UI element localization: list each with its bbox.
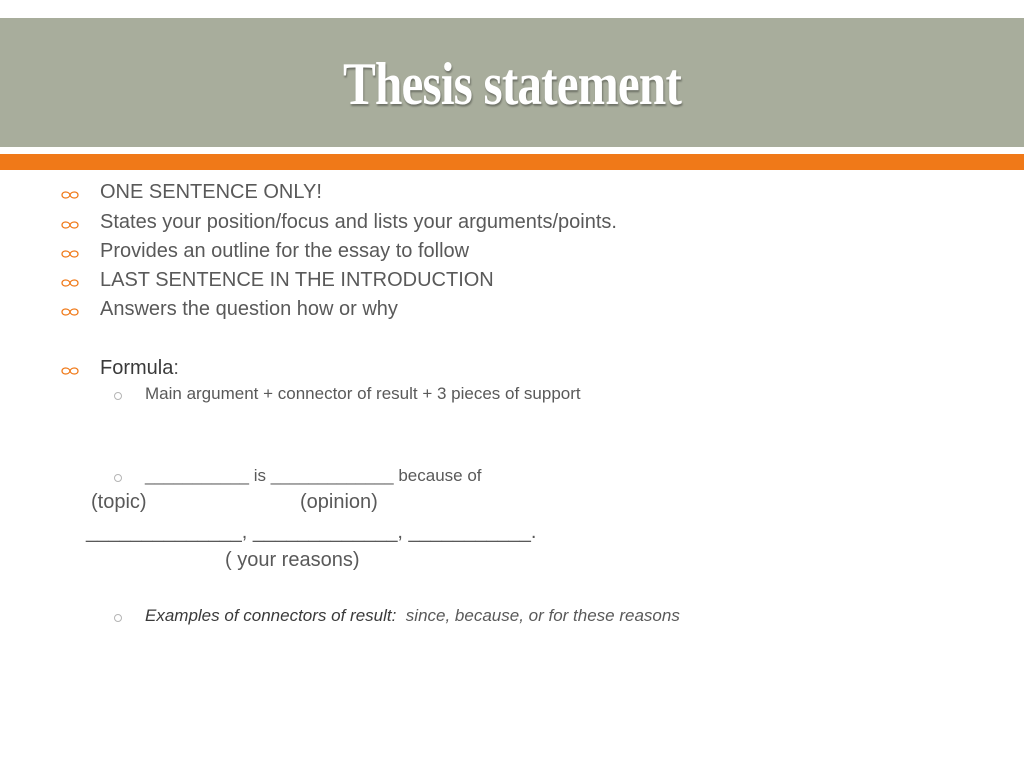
formula-label: Formula (100, 357, 174, 379)
bullet-one-sentence: ONE SENTENCE ONLY! (100, 181, 322, 203)
examples-text: since, because, or for these reasons (405, 606, 680, 625)
hollow-circle-icon (114, 614, 122, 622)
bullet-states-position: States your position/focus and lists your arguments/points. (100, 211, 617, 233)
hollow-circle-icon (114, 392, 122, 400)
label-topic: (topic) (91, 491, 147, 513)
accent-bar (0, 154, 1024, 170)
bullet-how-or-why: Answers the question how or why (100, 298, 398, 320)
infinity-swirl-icon (60, 364, 80, 378)
bullet-last-sentence: LAST SENTENCE IN THE INTRODUCTION (100, 269, 494, 291)
label-opinion: (opinion) (300, 491, 378, 513)
bullet-outline: Provides an outline for the essay to follow (100, 240, 470, 262)
label-reasons: ( your reasons) (225, 549, 360, 571)
sub-bullet-examples (145, 606, 680, 626)
infinity-swirl-icon (60, 247, 80, 261)
formula-colon: : (173, 357, 179, 379)
title-bar (0, 18, 1024, 147)
examples-label: Examples of connectors of result: (145, 606, 397, 625)
reason-blanks: ______________, _____________, ___________. (86, 521, 537, 543)
infinity-swirl-icon (60, 188, 80, 202)
slide-title: Thesis statement (342, 51, 682, 117)
infinity-swirl-icon (60, 218, 80, 232)
sub-bullet-main-argument: Main argument + connector of result + 3 pieces of support (145, 384, 581, 403)
sub-bullet-template-line: ___________ is _____________ because of (145, 466, 482, 485)
infinity-swirl-icon (60, 305, 80, 319)
hollow-circle-icon (114, 474, 122, 482)
bullet-formula (100, 357, 179, 380)
infinity-swirl-icon (60, 276, 80, 290)
